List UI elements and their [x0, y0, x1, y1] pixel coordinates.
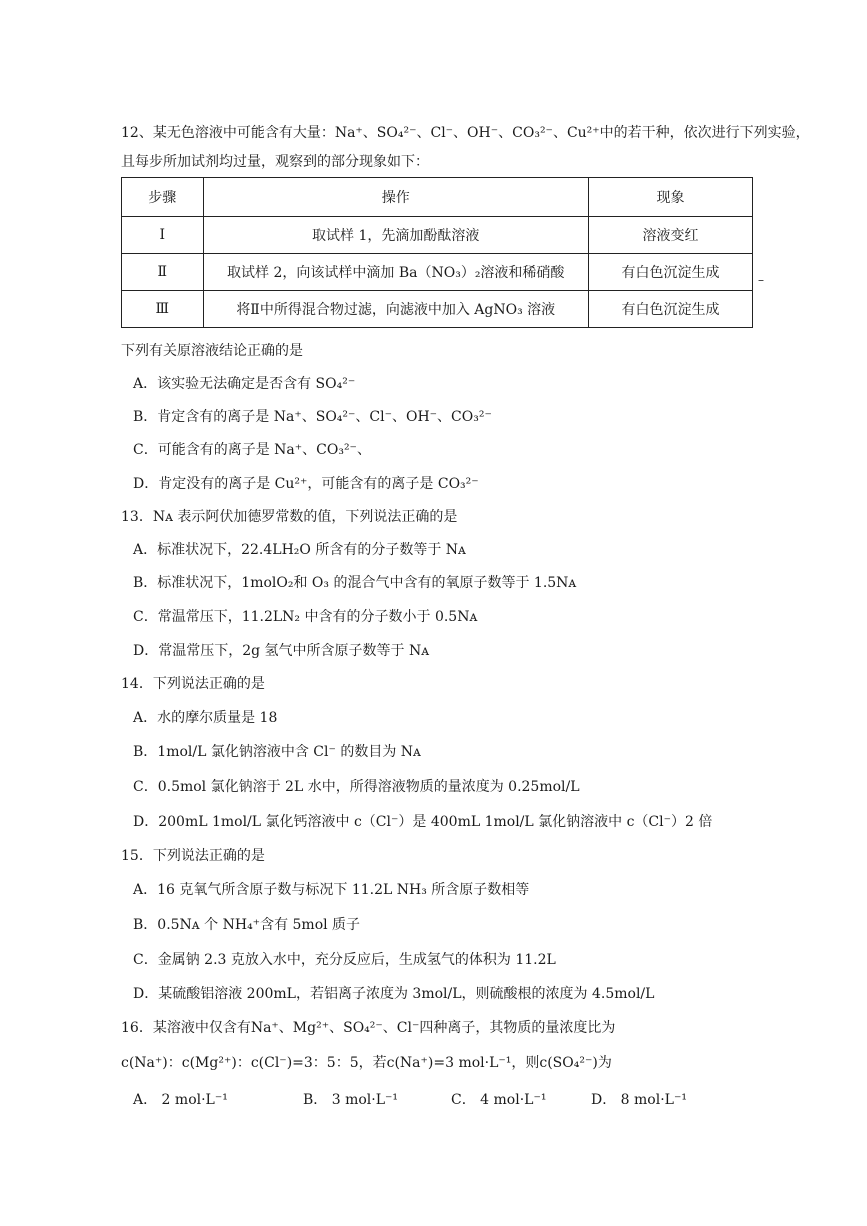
q12-option-c: C．可能含有的离子是 Na⁺、CO₃²⁻、	[133, 442, 371, 458]
q15-option-b: B．0.5Nᴀ 个 NH₄⁺含有 5mol 质子	[133, 917, 361, 933]
q14-option-d: D．200mL 1mol/L 氯化钙溶液中 c（Cl⁻）是 400mL 1mol/L 氯化钠溶液中 c（Cl⁻）2 倍	[133, 814, 713, 830]
q16-option-c: C． 4 mol·L⁻¹	[451, 1092, 547, 1108]
q15-option-a: A．16 克氧气所含原子数与标况下 11.2L NH₃ 所含原子数相等	[133, 882, 530, 898]
table-cell: Ⅰ	[122, 217, 204, 254]
q12-option-a: A．该实验无法确定是否含有 SO₄²⁻	[133, 376, 356, 392]
table-cell: 取试样 1，先滴加酚酞溶液	[203, 217, 588, 254]
table-row	[122, 254, 753, 291]
experiment-table	[121, 177, 753, 328]
table-cell: Ⅲ	[122, 291, 204, 328]
q12-line2: 且每步所加试剂均过量，观察到的部分现象如下：	[121, 154, 429, 170]
table-cell: 溶液变红	[588, 217, 752, 254]
margin-mark: –	[758, 273, 764, 287]
table-header: 现象	[588, 178, 752, 217]
q12-option-b: B．肯定含有的离子是 Na⁺、SO₄²⁻、Cl⁻、OH⁻、CO₃²⁻	[133, 409, 492, 425]
table-cell: 将Ⅱ中所得混合物过滤，向滤液中加入 AgNO₃ 溶液	[203, 291, 588, 328]
q14-stem: 14．下列说法正确的是	[121, 676, 265, 692]
table-header: 步骤	[122, 178, 204, 217]
q16-stem: 16．某溶液中仅含有Na⁺、Mg²⁺、SO₄²⁻、Cl⁻四种离子，其物质的量浓度比为	[121, 1020, 616, 1036]
table-header-row	[122, 178, 753, 217]
q15-option-d: D．某硫酸铝溶液 200mL，若铝离子浓度为 3mol/L，则硫酸根的浓度为 4.5mol/L	[133, 986, 655, 1002]
q13-stem: 13．Nᴀ 表示阿伏加德罗常数的值，下列说法正确的是	[121, 509, 458, 525]
q13-option-a: A．标准状况下，22.4LH₂O 所含有的分子数等于 Nᴀ	[133, 542, 466, 558]
q15-option-c: C．金属钠 2.3 克放入水中，充分反应后，生成氢气的体积为 11.2L	[133, 952, 556, 968]
q13-option-d: D．常温常压下，2g 氢气中所含原子数等于 Nᴀ	[133, 643, 430, 659]
q13-option-c: C．常温常压下，11.2LN₂ 中含有的分子数小于 0.5Nᴀ	[133, 609, 478, 625]
q12-stem: 下列有关原溶液结论正确的是	[121, 343, 303, 359]
table-header: 操作	[203, 178, 588, 217]
q16-option-d: D． 8 mol·L⁻¹	[591, 1092, 687, 1108]
table-row	[122, 217, 753, 254]
q15-stem: 15．下列说法正确的是	[121, 848, 265, 864]
q12-option-d: D．肯定没有的离子是 Cu²⁺，可能含有的离子是 CO₃²⁻	[133, 476, 479, 492]
q16-option-b: B． 3 mol·L⁻¹	[303, 1092, 399, 1108]
table-cell: 有白色沉淀生成	[588, 254, 752, 291]
q14-option-c: C．0.5mol 氯化钠溶于 2L 水中，所得溶液物质的量浓度为 0.25mol/L	[133, 779, 580, 795]
q16-ratio: c(Na⁺)：c(Mg²⁺)：c(Cl⁻)=3：5：5，若c(Na⁺)=3 mol·L⁻¹，则c(SO₄²⁻)为	[121, 1055, 612, 1071]
q16-option-a: A． 2 mol·L⁻¹	[133, 1092, 228, 1108]
table-cell: Ⅱ	[122, 254, 204, 291]
table-cell: 取试样 2，向该试样中滴加 Ba（NO₃）₂溶液和稀硝酸	[203, 254, 588, 291]
table-cell: 有白色沉淀生成	[588, 291, 752, 328]
q14-option-b: B．1mol/L 氯化钠溶液中含 Cl⁻ 的数目为 Nᴀ	[133, 744, 421, 760]
q14-option-a: A．水的摩尔质量是 18	[133, 710, 278, 726]
table-row	[122, 291, 753, 328]
q12-line1: 12、某无色溶液中可能含有大量：Na⁺、SO₄²⁻、Cl⁻、OH⁻、CO₃²⁻、Cu²⁺中的若干种，依次进行下列实验，	[121, 125, 810, 141]
q13-option-b: B．标准状况下，1molO₂和 O₃ 的混合气中含有的氧原子数等于 1.5Nᴀ	[133, 575, 577, 591]
